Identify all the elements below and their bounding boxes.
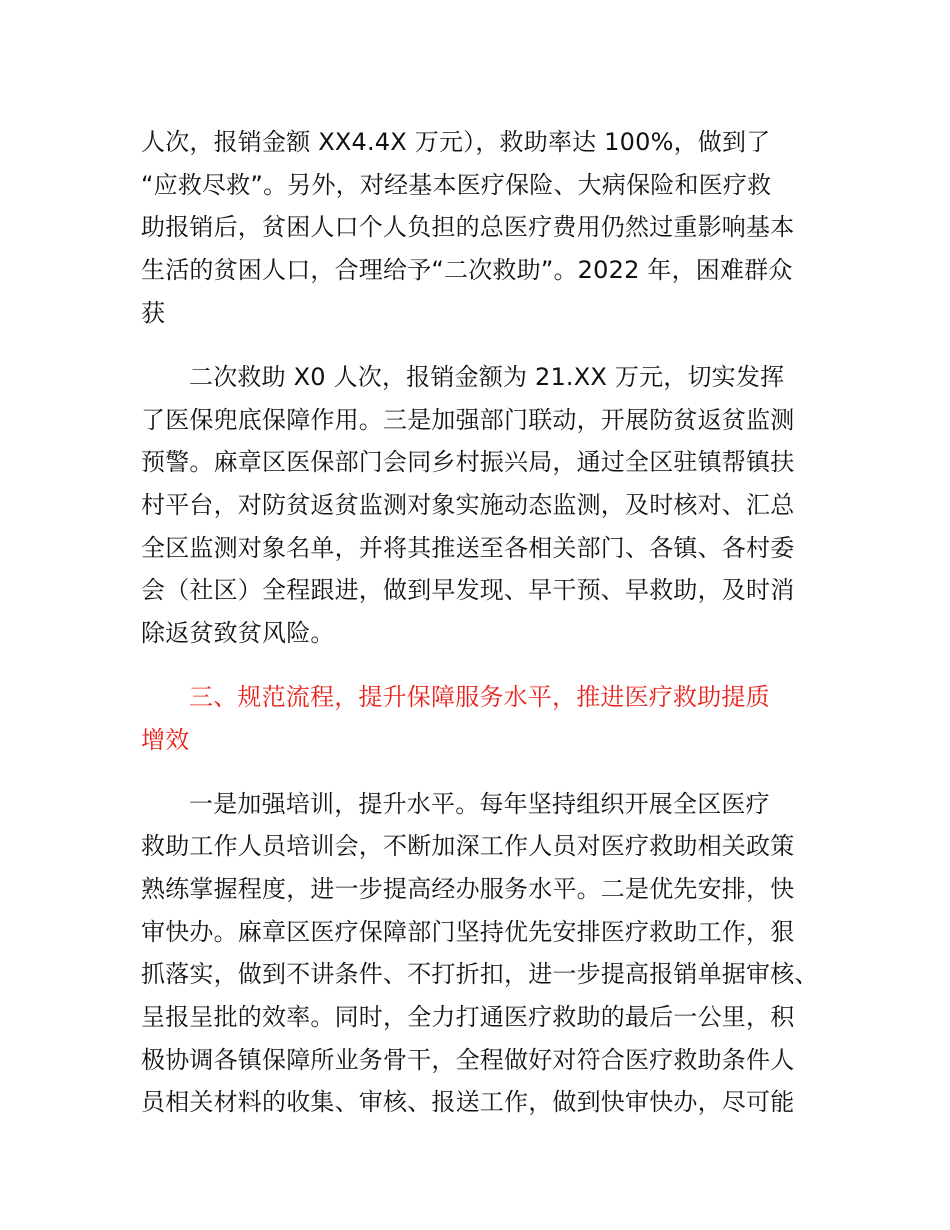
text-line: 熟练掌握程度，进一步提高经办服务水平。二是优先安排，快 xyxy=(141,875,795,903)
text-line: 了医保兜底保障作用。三是加强部门联动，开展防贫返贫监测 xyxy=(141,406,795,434)
text-line: 员相关材料的收集、审核、报送工作，做到快审快办，尽可能 xyxy=(141,1088,795,1116)
text-line: 村平台，对防贫返贫监测对象实施动态监测，及时核对、汇总 xyxy=(141,491,795,519)
section-heading: 三、规范流程，提升保障服务水平，推进医疗救助提质 xyxy=(189,683,770,711)
text-line: 抓落实，做到不讲条件、不打折扣，进一步提高报销单据审核、 xyxy=(141,960,819,988)
text-line: 生活的贫困人口，合理给予“二次救助”。2022 年，困难群众 xyxy=(141,256,793,284)
text-line: “应救尽救”。另外，对经基本医疗保险、大病保险和医疗救 xyxy=(141,171,772,199)
text-line: 人次，报销金额 XX4.4X 万元），救助率达 100%，做到了 xyxy=(141,128,771,156)
text-line: 一是加强培训，提升水平。每年坚持组织开展全区医疗 xyxy=(189,790,770,818)
text-line: 预警。麻章区医保部门会同乡村振兴局，通过全区驻镇帮镇扶 xyxy=(141,448,795,476)
text-line: 审快办。麻章区医疗保障部门坚持优先安排医疗救助工作，狠 xyxy=(141,918,795,946)
text-line: 会（社区）全程跟进，做到早发现、早干预、早救助，及时消 xyxy=(141,576,795,604)
text-line: 救助工作人员培训会，不断加深工作人员对医疗救助相关政策 xyxy=(141,832,795,860)
text-line: 呈报呈批的效率。同时，全力打通医疗救助的最后一公里，积 xyxy=(141,1003,795,1031)
text-line: 极协调各镇保障所业务骨干，全程做好对符合医疗救助条件人 xyxy=(141,1046,795,1074)
section-heading: 增效 xyxy=(141,726,190,754)
text-line: 获 xyxy=(141,299,166,327)
text-line: 除返贫致贫风险。 xyxy=(141,619,335,647)
text-line: 全区监测对象名单，并将其推送至各相关部门、各镇、各村委 xyxy=(141,534,795,562)
text-line: 二次救助 X0 人次，报销金额为 21.XX 万元，切实发挥 xyxy=(189,363,785,391)
text-line: 助报销后，贫困人口个人负担的总医疗费用仍然过重影响基本 xyxy=(141,213,795,241)
